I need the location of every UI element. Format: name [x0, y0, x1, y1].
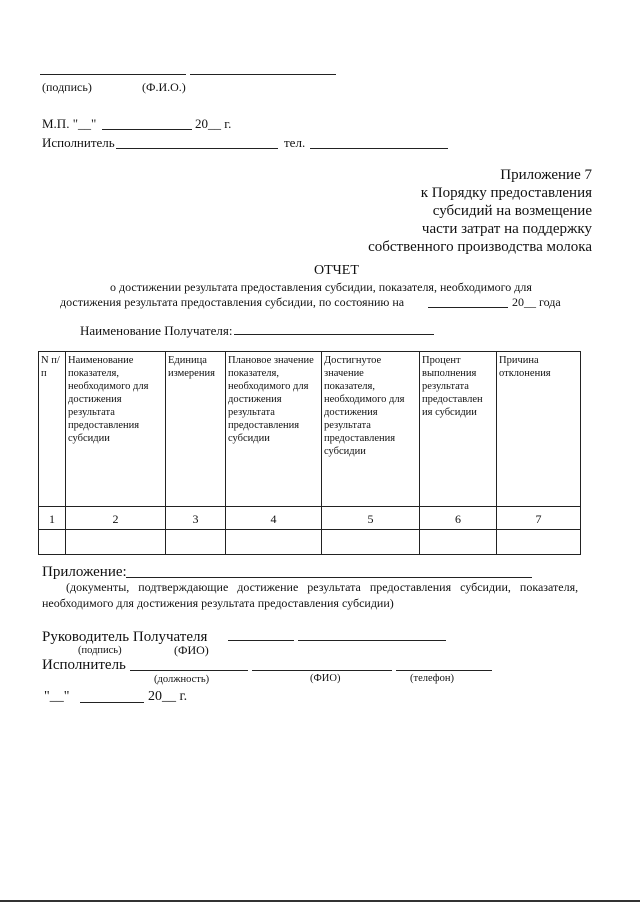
table-row — [39, 530, 581, 555]
report-date-line — [428, 307, 508, 308]
telefon-line — [396, 670, 492, 671]
attachment-note-2: необходимого для достижения результата предоставления субсидии) — [42, 596, 394, 610]
col-number-5: 5 — [322, 507, 420, 530]
fio-caption: (Ф.И.О.) — [142, 80, 186, 94]
ispolnitel-line — [116, 148, 278, 149]
empty-cell[interactable] — [166, 530, 226, 555]
header-cell-achieved: Достигнутое значение показателя, необходимого для достижения результата предоставления субсидии — [322, 352, 420, 507]
empty-cell[interactable] — [39, 530, 66, 555]
attachment-note-1: (документы, подтверждающие достижение результата предоставления субсидии, показателя, — [66, 580, 579, 594]
report-title: ОТЧЕТ — [314, 263, 359, 278]
empty-cell[interactable] — [226, 530, 322, 555]
report-table — [38, 351, 581, 555]
header-cell-unit: Единица измерения — [166, 352, 226, 507]
empty-cell[interactable] — [420, 530, 497, 555]
appendix-line-5: собственного производства молока — [368, 239, 592, 255]
empty-cell[interactable] — [497, 530, 581, 555]
col-number-3: 3 — [166, 507, 226, 530]
report-subtitle-1: о достижении результата предоставления субсидии, показателя, необходимого для — [110, 280, 532, 294]
head-label: Руководитель Получателя — [42, 629, 208, 645]
attachment-label: Приложение: — [42, 564, 127, 580]
mp-date-line — [102, 129, 192, 130]
podpis-caption: (подпись) — [42, 80, 92, 94]
fio-line — [190, 74, 336, 75]
dolzhnost-line — [130, 670, 248, 671]
report-subtitle-date: 20__ года — [512, 295, 561, 309]
date-line — [80, 702, 144, 703]
appendix-line-3: субсидий на возмещение — [432, 203, 592, 219]
head-podpis-caption: (подпись) — [78, 645, 122, 656]
empty-cell[interactable] — [322, 530, 420, 555]
date-prefix: "__" — [44, 689, 70, 704]
empty-cell[interactable] — [66, 530, 166, 555]
head-signature-line — [228, 640, 294, 641]
appendix-line-4: части затрат на поддержку — [421, 221, 592, 237]
ispolnitel-label: Исполнитель — [42, 135, 115, 150]
tel-label: тел. — [284, 135, 306, 150]
mp-label: М.П. "__" — [42, 116, 97, 131]
head-fio-line — [298, 640, 446, 641]
signature-line — [40, 74, 186, 75]
header-cell-planned: Плановое значение показателя, необходимого для достижения результата предоставления субсидии — [226, 352, 322, 507]
header-cell-percent: Процент выполнения результата предоставлен ия субсидии — [420, 352, 497, 507]
appendix-line-2: к Порядку предоставления — [420, 185, 592, 201]
table-header-row — [39, 352, 581, 507]
mp-year: 20__ г. — [195, 116, 232, 131]
page-bottom-rule — [0, 900, 640, 902]
header-cell-indicator: Наименование показателя, необходимого для достижения результата предоставления субсидии — [66, 352, 166, 507]
col-number-7: 7 — [497, 507, 581, 530]
col-number-4: 4 — [226, 507, 322, 530]
fio2-caption: (ФИО) — [310, 673, 341, 684]
attachment-line — [126, 577, 532, 578]
table-row — [39, 507, 581, 530]
report-subtitle-2: достижения результата предоставления субсидии, по состоянию на — [60, 295, 405, 309]
date-year: 20__ г. — [148, 689, 188, 704]
tel-line — [310, 148, 448, 149]
telefon-caption: (телефон) — [410, 673, 454, 684]
head-fio-caption: (ФИО) — [174, 643, 209, 657]
recipient-label: Наименование Получателя: — [80, 323, 233, 338]
fio2-line — [252, 670, 392, 671]
header-cell-reason: Причина отклонения — [497, 352, 581, 507]
col-number-1: 1 — [39, 507, 66, 530]
header-cell-num: N п/п — [39, 352, 66, 507]
recipient-line — [234, 334, 434, 335]
appendix-block — [368, 166, 592, 256]
dolzhnost-caption: (должность) — [154, 674, 210, 685]
col-number-2: 2 — [66, 507, 166, 530]
bottom-ispolnitel-label: Исполнитель — [42, 657, 126, 673]
appendix-line-1: Приложение 7 — [500, 167, 592, 183]
col-number-6: 6 — [420, 507, 497, 530]
